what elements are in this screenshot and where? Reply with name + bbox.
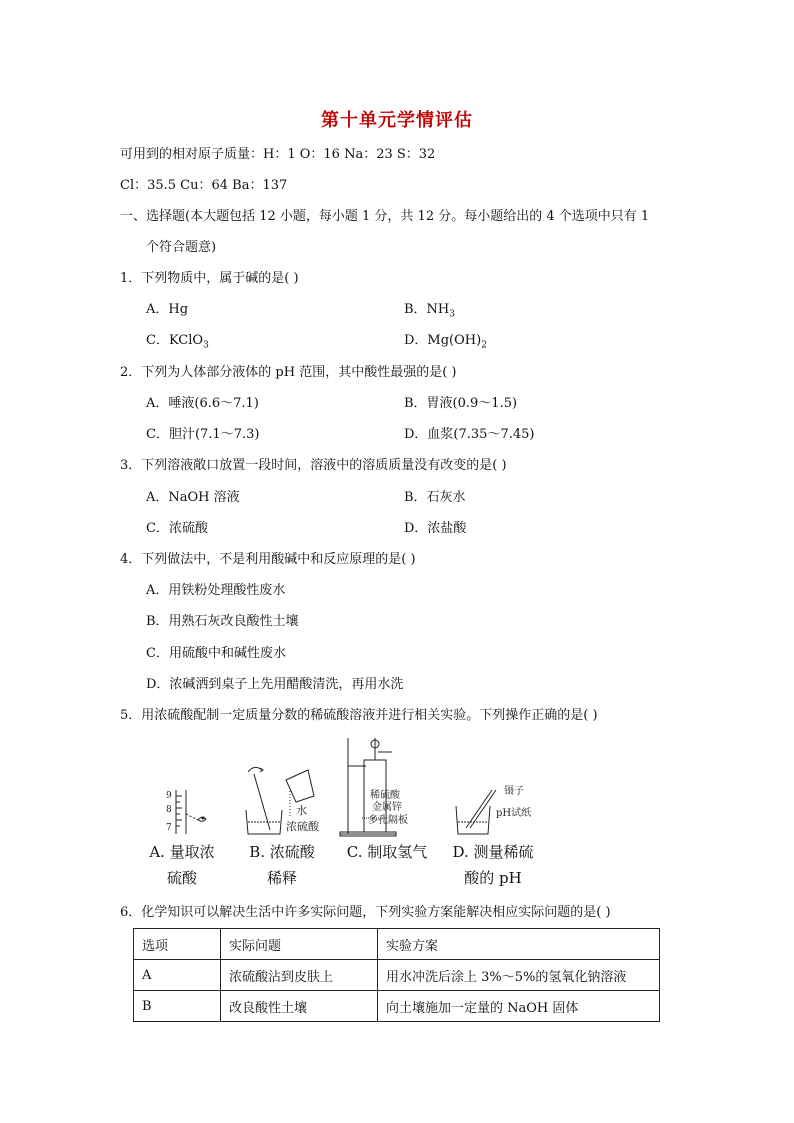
table-header-cell: 实际问题 — [221, 929, 378, 960]
table-header-row — [134, 929, 660, 960]
question-4-option-d: D．浓碱洒到桌子上先用醋酸清洗，再用水洗 — [146, 677, 404, 692]
page-title: 第十单元学情评估 — [321, 110, 473, 131]
ph-paper-label: pH试纸 — [496, 808, 532, 819]
tweezers-label: 镊子 — [504, 786, 524, 797]
question-3-stem: 3．下列溶液敞口放置一段时间，溶液中的溶质质量没有改变的是( ) — [120, 458, 507, 473]
table-cell: A — [134, 960, 221, 991]
table-row — [134, 960, 660, 991]
question-5-stem: 5．用浓硫酸配制一定质量分数的稀硫酸溶液并进行相关实验。下列操作正确的是( ) — [120, 708, 598, 723]
atomic-mass-line-1: 可用到的相对原子质量：H：1 O：16 Na：23 S：32 — [120, 147, 436, 162]
question-3-option-c: C．浓硫酸 — [146, 521, 208, 536]
water-label: 水 — [296, 804, 307, 817]
atomic-mass-line-2: Cl：35.5 Cu：64 Ba：137 — [120, 178, 288, 193]
question-3-option-a: A．NaOH 溶液 — [146, 490, 240, 505]
question-4-option-c: C．用硫酸中和碱性废水 — [146, 646, 286, 661]
question-2-option-a: A．唾液(6.6～7.1) — [146, 396, 259, 411]
question-1-option-d: D．$Mg(OH)_2$ — [404, 333, 487, 351]
question-1-stem: 1．下列物质中，属于碱的是( ) — [120, 271, 299, 286]
question-2-option-d: D．血浆(7.35～7.45) — [404, 427, 535, 442]
dilute-acid-label: 稀硫酸 — [370, 790, 400, 801]
figure-c-caption: C. 制取氢气 — [346, 843, 428, 861]
table-cell: 用水冲洗后涂上 3%～5%的氢氧化钠溶液 — [378, 960, 660, 991]
question-6-table — [133, 928, 660, 1022]
table-cell: 浓硫酸沾到皮肤上 — [221, 960, 378, 991]
question-6-stem: 6．化学知识可以解决生活中许多实际问题，下列实验方案能解决相应实际问题的是( ) — [120, 905, 611, 920]
scale-9: 9 — [166, 791, 172, 801]
question-3-option-d: D．浓盐酸 — [404, 521, 467, 536]
figure-b-caption: B. 浓硫酸 稀释 — [249, 843, 315, 887]
table-cell: 向土壤施加一定量的 NaOH 固体 — [378, 991, 660, 1022]
question-2-option-c: C．胆汁(7.1～7.3) — [146, 427, 260, 442]
question-4-stem: 4．下列做法中，不是利用酸碱中和反应原理的是( ) — [120, 552, 416, 567]
figure-a-graduated-cylinder — [176, 790, 206, 834]
scale-7: 7 — [166, 823, 172, 833]
section-heading-cont: 个符合题意) — [146, 240, 217, 255]
figure-a-caption: A. 量取浓 硫酸 — [149, 843, 215, 887]
section-heading: 一、选择题(本大题包括 12 小题，每小题 1 分，共 12 分。每小题给出的 4 个选项中只有 1 — [120, 209, 650, 224]
table-cell: B — [134, 991, 221, 1022]
figure-d-caption: D. 测量稀硫 酸的 pH — [452, 843, 534, 887]
table-cell: 改良酸性土壤 — [221, 991, 378, 1022]
question-1-option-c: C．KClO$_3$ — [146, 333, 209, 351]
zinc-label: 金属锌 — [372, 802, 402, 813]
question-4-option-a: A．用铁粉处理酸性废水 — [146, 583, 286, 598]
question-5-figure — [140, 732, 560, 844]
scale-8: 8 — [166, 805, 172, 815]
question-1-option-a: A．Hg — [146, 302, 189, 317]
question-4-option-b: B．用熟石灰改良酸性土壤 — [146, 614, 299, 629]
question-2-stem: 2．下列为人体部分液体的 pH 范围，其中酸性最强的是( ) — [120, 365, 457, 380]
plate-label: 多孔隔板 — [368, 815, 408, 826]
conc-acid-label: 浓硫酸 — [286, 820, 319, 833]
table-header-cell: 实验方案 — [378, 929, 660, 960]
figure-d-ph-test — [456, 790, 496, 834]
question-1-option-b: B．$NH_3$ — [404, 302, 455, 320]
table-row — [134, 991, 660, 1022]
table-header-cell: 选项 — [134, 929, 221, 960]
question-2-option-b: B．胃液(0.9～1.5) — [404, 396, 518, 411]
question-3-option-b: B．石灰水 — [404, 490, 466, 505]
